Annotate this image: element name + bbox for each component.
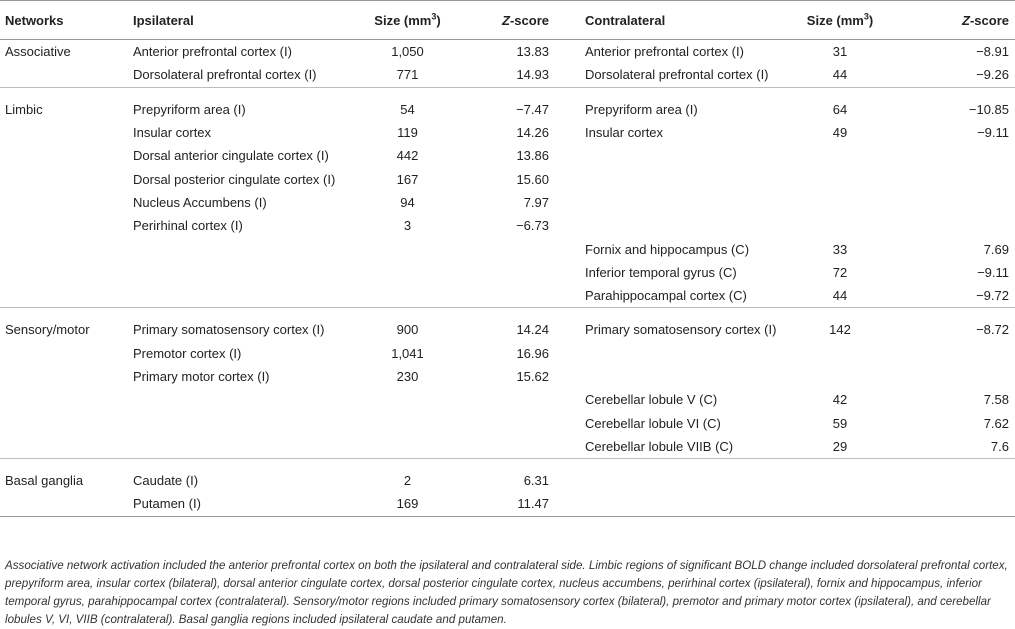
network-cell [0, 388, 125, 411]
contralateral-zscore-cell [885, 144, 1015, 167]
contralateral-zscore-cell: 7.58 [983, 392, 1009, 408]
table-row [0, 237, 1015, 260]
ipsilateral-size-cell: 2 [365, 459, 450, 493]
network-cell [0, 342, 125, 365]
header-z-italic: Z [502, 12, 510, 28]
ipsilateral-zscore-cell: 11.47 [450, 492, 555, 516]
contralateral-region-cell: Inferior temporal gyrus (C) [585, 264, 737, 280]
ipsilateral-region-cell: Prepyriform area (I) [125, 87, 365, 121]
table-row [0, 87, 1015, 121]
contralateral-region-cell: Cerebellar lobule VIIB (C) [585, 438, 734, 454]
contralateral-region-cell: Parahippocampal cortex (C) [585, 288, 747, 304]
network-cell: Limbic [0, 87, 125, 121]
network-cell: Associative [5, 44, 71, 60]
ipsilateral-region-cell: Insular cortex [133, 125, 212, 141]
header-z-ipsi [450, 1, 555, 40]
contralateral-size-cell [795, 214, 885, 237]
contralateral-zscore-cell: −8.91 [976, 44, 1009, 60]
contralateral-zscore-cell [885, 342, 1015, 365]
network-cell [0, 167, 125, 190]
ipsilateral-zscore-cell [450, 237, 555, 260]
ipsilateral-region-cell [125, 435, 365, 459]
ipsilateral-zscore-cell [450, 388, 555, 411]
ipsilateral-size-cell: 900 [365, 308, 450, 342]
table-row [0, 365, 1015, 388]
ipsilateral-zscore-cell: −7.47 [450, 87, 555, 121]
header-size-close: ) [868, 12, 874, 28]
ipsilateral-region-cell: Putamen (I) [125, 492, 365, 516]
ipsilateral-region-cell [125, 411, 365, 434]
ipsilateral-size-cell: 230 [396, 369, 419, 384]
contralateral-size-cell [795, 342, 885, 365]
ipsilateral-size-cell: 169 [365, 492, 450, 516]
contralateral-size-cell [795, 191, 885, 214]
ipsilateral-region-cell: Dorsal posterior cingulate cortex (I) [133, 171, 336, 187]
ipsilateral-region-cell: Primary motor cortex (I) [133, 369, 270, 384]
header-z-rest: -score [969, 12, 1009, 28]
ipsilateral-region-cell: Caudate (I) [125, 459, 365, 493]
contralateral-region-cell: Cerebellar lobule VI (C) [585, 415, 721, 431]
ipsilateral-size-cell [365, 411, 450, 434]
ipsilateral-zscore-cell: 14.93 [516, 67, 549, 83]
contralateral-size-cell: 44 [832, 67, 848, 83]
table-row [0, 435, 1015, 459]
contralateral-size-cell [795, 459, 885, 493]
contralateral-region-cell [555, 492, 795, 516]
table-row [0, 167, 1015, 190]
contralateral-size-cell: 31 [832, 44, 848, 60]
ipsilateral-region-cell: Perirhinal cortex (I) [133, 218, 243, 234]
network-cell [0, 284, 125, 308]
contralateral-size-cell: 64 [795, 87, 885, 121]
contralateral-zscore-cell [885, 214, 1015, 237]
ipsilateral-region-cell: Anterior prefrontal cortex (I) [133, 44, 292, 60]
network-cell [0, 144, 125, 167]
ipsilateral-region-cell [125, 237, 365, 260]
table-row [0, 459, 1015, 493]
contralateral-size-cell: 49 [832, 125, 848, 141]
ipsilateral-zscore-cell [450, 284, 555, 308]
contralateral-zscore-cell: 7.62 [983, 415, 1009, 431]
ipsilateral-region-cell: Premotor cortex (I) [133, 345, 242, 361]
network-cell [0, 214, 125, 237]
contralateral-zscore-cell [885, 365, 1015, 388]
ipsilateral-region-cell [125, 284, 365, 308]
network-cell [0, 237, 125, 260]
header-size-close: ) [436, 12, 441, 28]
contralateral-region-cell: Dorsolateral prefrontal cortex (I) [585, 67, 769, 83]
contralateral-size-cell: 59 [832, 415, 848, 431]
table-row [0, 492, 1015, 516]
ipsilateral-zscore-cell: −6.73 [516, 218, 549, 234]
ipsilateral-region-cell: Dorsal anterior cingulate cortex (I) [133, 148, 329, 164]
ipsilateral-size-cell: 442 [396, 148, 419, 164]
table-row [0, 261, 1015, 284]
ipsilateral-zscore-cell: 6.31 [450, 459, 555, 493]
contralateral-size-cell: 33 [832, 241, 848, 257]
ipsilateral-zscore-cell: 13.86 [516, 148, 549, 164]
contralateral-region-cell [555, 214, 795, 237]
header-z-rest: -score [509, 12, 549, 28]
contralateral-region-cell: Fornix and hippocampus (C) [585, 241, 750, 257]
ipsilateral-zscore-cell: 13.83 [516, 44, 549, 60]
contralateral-region-cell [555, 459, 795, 493]
contralateral-region-cell: Cerebellar lobule V (C) [585, 392, 718, 408]
ipsilateral-zscore-cell [450, 261, 555, 284]
contralateral-region-cell: Prepyriform area (I) [555, 87, 795, 121]
ipsilateral-region-cell: Primary somatosensory cortex (I) [125, 308, 365, 342]
contralateral-zscore-cell: −9.26 [976, 67, 1009, 83]
contralateral-zscore-cell: −8.72 [885, 308, 1015, 342]
contralateral-region-cell [555, 342, 795, 365]
contralateral-zscore-cell [885, 167, 1015, 190]
contralateral-zscore-cell: 7.69 [983, 241, 1009, 257]
table-row [0, 144, 1015, 167]
ipsilateral-region-cell: Dorsolateral prefrontal cortex (I) [133, 67, 317, 83]
contralateral-zscore-cell: −9.11 [977, 264, 1009, 280]
ipsilateral-size-cell: 1,050 [391, 44, 424, 60]
network-cell [0, 492, 125, 516]
contralateral-size-cell: 42 [832, 392, 848, 408]
network-cell [0, 365, 125, 388]
table-row [0, 411, 1015, 434]
network-cell [0, 411, 125, 434]
network-cell [0, 261, 125, 284]
ipsilateral-region-cell: Nucleus Accumbens (I) [133, 194, 267, 210]
table-row [0, 214, 1015, 237]
table-row [0, 388, 1015, 411]
network-cell [0, 435, 125, 459]
table-body [0, 40, 1015, 517]
contralateral-size-cell [795, 144, 885, 167]
contralateral-region-cell: Insular cortex [585, 125, 664, 141]
contralateral-zscore-cell: 7.6 [990, 438, 1009, 454]
contralateral-zscore-cell [885, 459, 1015, 493]
table-row [0, 284, 1015, 308]
contralateral-region-cell [555, 144, 795, 167]
ipsilateral-region-cell [125, 261, 365, 284]
ipsilateral-size-cell: 119 [397, 125, 418, 141]
contralateral-size-cell: 29 [832, 438, 848, 454]
ipsilateral-size-cell: 94 [400, 194, 415, 210]
contralateral-region-cell [555, 167, 795, 190]
table-row [0, 191, 1015, 214]
table-row [0, 308, 1015, 342]
contralateral-region-cell: Anterior prefrontal cortex (I) [585, 44, 744, 60]
ipsilateral-zscore-cell [450, 411, 555, 434]
contralateral-size-cell: 142 [795, 308, 885, 342]
ipsilateral-zscore-cell: 15.62 [516, 369, 549, 384]
header-contralateral: Contralateral [555, 1, 795, 40]
table-row [0, 63, 1015, 87]
table-row [0, 121, 1015, 144]
contralateral-region-cell: Primary somatosensory cortex (I) [555, 308, 795, 342]
contralateral-zscore-cell: −9.11 [977, 125, 1009, 141]
ipsilateral-size-cell: 167 [396, 171, 419, 187]
contralateral-size-cell: 44 [832, 288, 848, 304]
contralateral-zscore-cell: −9.72 [976, 288, 1009, 304]
ipsilateral-size-cell: 771 [396, 67, 419, 83]
header-size-sup: 3 [863, 11, 869, 22]
ipsilateral-size-cell [365, 261, 450, 284]
network-cell [0, 121, 125, 144]
table-footnote: Associative network activation included the anterior prefrontal cortex on both the ipsilateral and contralateral side. Limbic regions of significant BOLD change included dorsolateral prefrontal cortex, prepyriform area, insular cortex (bilateral), dorsal anterior cingulate cortex, dorsal posterior cingulate cortex, nucleus accumbens, perirhinal cortex (ipsilateral), fornix and hippocampus, inferior temporal gyrus, parahippocampal cortex (contralateral). Sensory/motor regions included primary somatosensory cortex (bilateral), premotor and primary motor cortex (ipsilateral), and cerebellar lobules V, VI, VIIB (contralateral). Basal ganglia regions included ipsilateral caudate and putamen. [5, 559, 1008, 626]
network-cell: Sensory/motor [0, 308, 125, 342]
ipsilateral-region-cell [125, 388, 365, 411]
ipsilateral-zscore-cell [450, 435, 555, 459]
header-ipsilateral: Ipsilateral [125, 1, 365, 40]
header-size-contra [795, 1, 885, 40]
ipsilateral-size-cell [365, 237, 450, 260]
header-row [0, 1, 1015, 40]
network-cell: Basal ganglia [0, 459, 125, 493]
contralateral-size-cell [795, 365, 885, 388]
ipsilateral-size-cell [365, 435, 450, 459]
ipsilateral-size-cell: 54 [365, 87, 450, 121]
header-size-ipsi [365, 1, 450, 40]
ipsilateral-zscore-cell: 16.96 [516, 345, 549, 361]
contralateral-region-cell [555, 191, 795, 214]
header-size-label: Size (mm [374, 12, 432, 28]
network-cell [0, 63, 125, 87]
contralateral-size-cell: 72 [832, 264, 848, 280]
header-size-label: Size (mm [806, 12, 864, 28]
header-z-contra [885, 1, 1015, 40]
contralateral-zscore-cell: −10.85 [885, 87, 1015, 121]
table-row [0, 40, 1015, 64]
ipsilateral-zscore-cell: 14.24 [450, 308, 555, 342]
header-networks: Networks [0, 1, 125, 40]
network-cell [0, 191, 125, 214]
contralateral-size-cell [795, 492, 885, 516]
contralateral-region-cell [555, 365, 795, 388]
ipsilateral-size-cell: 3 [403, 218, 412, 234]
ipsilateral-zscore-cell: 7.97 [523, 194, 549, 210]
ipsilateral-size-cell [365, 284, 450, 308]
contralateral-size-cell [795, 167, 885, 190]
ipsilateral-zscore-cell: 14.26 [516, 125, 549, 141]
ipsilateral-size-cell: 1,041 [391, 345, 424, 361]
table-row [0, 342, 1015, 365]
ipsilateral-size-cell [365, 388, 450, 411]
contralateral-zscore-cell [885, 191, 1015, 214]
ipsilateral-zscore-cell: 15.60 [516, 171, 549, 187]
header-z-italic: Z [962, 12, 970, 28]
header-size-sup: 3 [431, 11, 437, 22]
contralateral-zscore-cell [885, 492, 1015, 516]
